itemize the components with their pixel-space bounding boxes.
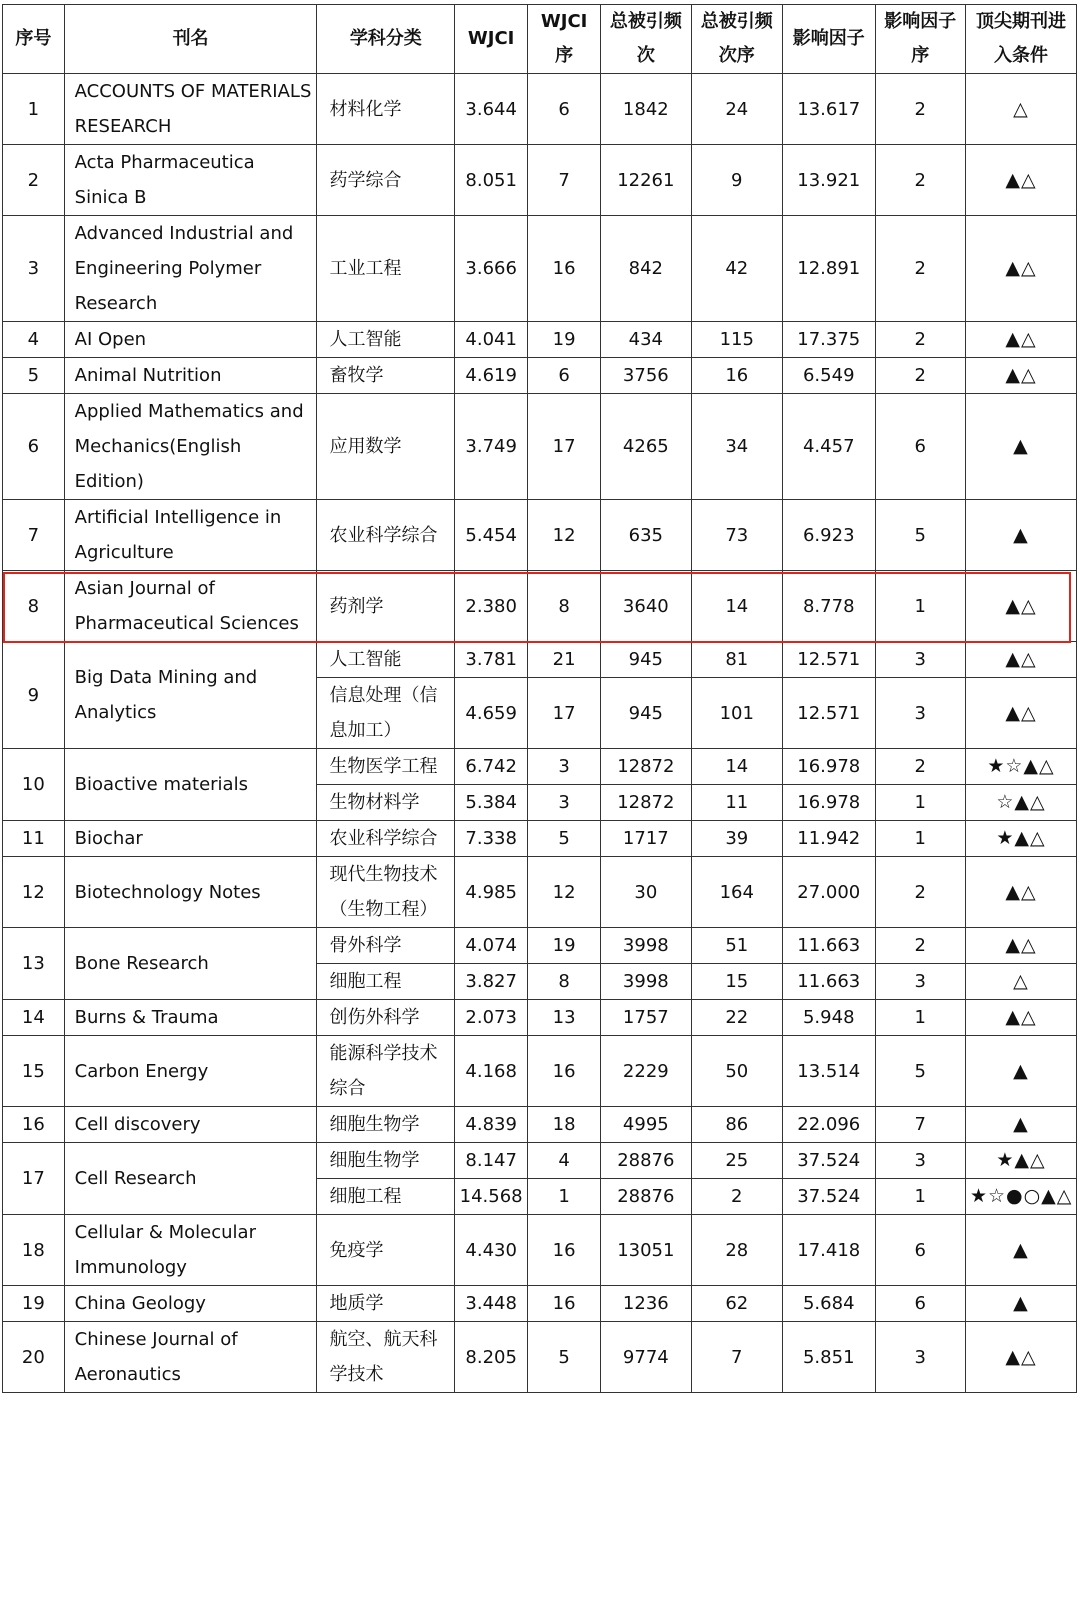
table-row <box>3 928 1077 964</box>
cell-condition: ▲ <box>965 394 1076 500</box>
cell-citations-rank: 28 <box>691 1215 782 1286</box>
cell-wjci: 5.384 <box>455 785 528 821</box>
table-row <box>3 1000 1077 1036</box>
cell-wjci-rank: 7 <box>528 145 601 216</box>
cell-wjci: 5.454 <box>455 500 528 571</box>
journal-name: Animal Nutrition <box>64 358 317 394</box>
cell-impact: 16.978 <box>783 785 875 821</box>
cell-impact-rank: 2 <box>875 145 965 216</box>
cell-condition: ▲ <box>965 1215 1076 1286</box>
table-row <box>3 749 1077 785</box>
cell-subject: 骨外科学 <box>317 928 455 964</box>
table-row <box>3 1143 1077 1179</box>
cell-subject: 药学综合 <box>317 145 455 216</box>
cell-impact: 13.514 <box>783 1036 875 1107</box>
cell-citations-rank: 73 <box>691 500 782 571</box>
cell-subject: 地质学 <box>317 1286 455 1322</box>
table-row <box>3 394 1077 500</box>
cell-subject: 能源科学技术综合 <box>317 1036 455 1107</box>
row-number: 16 <box>3 1107 65 1143</box>
cell-subject: 农业科学综合 <box>317 500 455 571</box>
cell-subject: 工业工程 <box>317 216 455 322</box>
table-row <box>3 216 1077 322</box>
cell-wjci-rank: 21 <box>528 642 601 678</box>
journal-name: AI Open <box>64 322 317 358</box>
cell-wjci: 2.380 <box>455 571 528 642</box>
row-number: 20 <box>3 1322 65 1393</box>
cell-citations-rank: 51 <box>691 928 782 964</box>
journal-name: Bone Research <box>64 928 317 1000</box>
cell-subject: 人工智能 <box>317 322 455 358</box>
cell-condition: ▲ <box>965 1286 1076 1322</box>
cell-impact: 11.663 <box>783 964 875 1000</box>
cell-impact-rank: 2 <box>875 322 965 358</box>
cell-impact-rank: 3 <box>875 678 965 749</box>
cell-citations-rank: 9 <box>691 145 782 216</box>
cell-wjci-rank: 13 <box>528 1000 601 1036</box>
cell-citations: 3998 <box>601 964 691 1000</box>
cell-impact: 13.921 <box>783 145 875 216</box>
cell-impact-rank: 5 <box>875 500 965 571</box>
cell-impact-rank: 3 <box>875 964 965 1000</box>
cell-impact-rank: 6 <box>875 1215 965 1286</box>
cell-citations: 9774 <box>601 1322 691 1393</box>
cell-subject: 农业科学综合 <box>317 821 455 857</box>
cell-wjci-rank: 16 <box>528 216 601 322</box>
cell-impact-rank: 6 <box>875 394 965 500</box>
journal-name: Cell Research <box>64 1143 317 1215</box>
cell-citations-rank: 42 <box>691 216 782 322</box>
cell-impact-rank: 5 <box>875 1036 965 1107</box>
cell-subject: 创伤外科学 <box>317 1000 455 1036</box>
cell-wjci: 6.742 <box>455 749 528 785</box>
journal-name: Cell discovery <box>64 1107 317 1143</box>
cell-citations: 12872 <box>601 749 691 785</box>
row-number: 1 <box>3 74 65 145</box>
cell-citations: 3640 <box>601 571 691 642</box>
table-row <box>3 500 1077 571</box>
cell-impact: 22.096 <box>783 1107 875 1143</box>
cell-wjci: 4.659 <box>455 678 528 749</box>
cell-condition: ▲△ <box>965 216 1076 322</box>
header-citations-rank: 总被引频次序 <box>691 5 782 74</box>
header-wjci: WJCI <box>455 5 528 74</box>
cell-condition: △ <box>965 74 1076 145</box>
cell-impact: 12.571 <box>783 678 875 749</box>
table-row <box>3 571 1077 642</box>
header-wjci-rank: WJCI序 <box>528 5 601 74</box>
table-row <box>3 857 1077 928</box>
cell-impact-rank: 2 <box>875 74 965 145</box>
cell-wjci-rank: 6 <box>528 358 601 394</box>
cell-condition: △ <box>965 964 1076 1000</box>
cell-citations: 28876 <box>601 1179 691 1215</box>
row-number: 14 <box>3 1000 65 1036</box>
cell-impact: 12.891 <box>783 216 875 322</box>
journal-name: Carbon Energy <box>64 1036 317 1107</box>
cell-wjci-rank: 17 <box>528 678 601 749</box>
row-number: 8 <box>3 571 65 642</box>
cell-condition: ▲△ <box>965 571 1076 642</box>
cell-subject: 现代生物技术（生物工程） <box>317 857 455 928</box>
cell-citations: 945 <box>601 678 691 749</box>
journal-name: Advanced Industrial and Engineering Polymer Research <box>64 216 317 322</box>
cell-citations-rank: 25 <box>691 1143 782 1179</box>
cell-citations: 434 <box>601 322 691 358</box>
cell-citations: 2229 <box>601 1036 691 1107</box>
cell-wjci-rank: 5 <box>528 821 601 857</box>
cell-citations: 1717 <box>601 821 691 857</box>
header-subject: 学科分类 <box>317 5 455 74</box>
cell-impact-rank: 2 <box>875 749 965 785</box>
cell-impact: 17.418 <box>783 1215 875 1286</box>
cell-citations-rank: 34 <box>691 394 782 500</box>
cell-wjci: 3.827 <box>455 964 528 1000</box>
table-row <box>3 1322 1077 1393</box>
cell-citations: 1236 <box>601 1286 691 1322</box>
cell-condition: ▲△ <box>965 928 1076 964</box>
row-number: 4 <box>3 322 65 358</box>
cell-impact: 12.571 <box>783 642 875 678</box>
journal-name: Asian Journal of Pharmaceutical Sciences <box>64 571 317 642</box>
cell-wjci-rank: 19 <box>528 928 601 964</box>
cell-citations-rank: 14 <box>691 749 782 785</box>
cell-citations-rank: 86 <box>691 1107 782 1143</box>
journal-name: Big Data Mining and Analytics <box>64 642 317 749</box>
cell-wjci-rank: 19 <box>528 322 601 358</box>
cell-wjci-rank: 1 <box>528 1179 601 1215</box>
cell-subject: 细胞工程 <box>317 1179 455 1215</box>
cell-condition: ★☆●○▲△ <box>965 1179 1076 1215</box>
cell-condition: ▲△ <box>965 642 1076 678</box>
cell-wjci-rank: 5 <box>528 1322 601 1393</box>
table-row <box>3 1215 1077 1286</box>
cell-citations: 12872 <box>601 785 691 821</box>
cell-impact-rank: 6 <box>875 1286 965 1322</box>
header-name: 刊名 <box>64 5 317 74</box>
cell-wjci: 8.147 <box>455 1143 528 1179</box>
cell-citations: 842 <box>601 216 691 322</box>
cell-subject: 信息处理（信息加工） <box>317 678 455 749</box>
cell-wjci: 4.839 <box>455 1107 528 1143</box>
cell-wjci-rank: 16 <box>528 1036 601 1107</box>
cell-citations: 4995 <box>601 1107 691 1143</box>
cell-impact: 6.923 <box>783 500 875 571</box>
cell-wjci-rank: 16 <box>528 1215 601 1286</box>
cell-citations: 30 <box>601 857 691 928</box>
cell-impact: 6.549 <box>783 358 875 394</box>
table-body <box>3 74 1077 1393</box>
journal-table <box>2 4 1077 1393</box>
cell-condition: ▲ <box>965 1107 1076 1143</box>
cell-wjci-rank: 8 <box>528 964 601 1000</box>
cell-impact-rank: 2 <box>875 358 965 394</box>
cell-wjci-rank: 3 <box>528 749 601 785</box>
cell-wjci-rank: 12 <box>528 857 601 928</box>
cell-impact: 11.942 <box>783 821 875 857</box>
table-row <box>3 821 1077 857</box>
row-number: 3 <box>3 216 65 322</box>
cell-wjci: 2.073 <box>455 1000 528 1036</box>
header-impact-rank: 影响因子序 <box>875 5 965 74</box>
cell-subject: 材料化学 <box>317 74 455 145</box>
cell-impact: 8.778 <box>783 571 875 642</box>
cell-wjci: 3.644 <box>455 74 528 145</box>
cell-impact-rank: 3 <box>875 1143 965 1179</box>
cell-impact-rank: 1 <box>875 821 965 857</box>
row-number: 6 <box>3 394 65 500</box>
cell-impact-rank: 7 <box>875 1107 965 1143</box>
journal-name: Applied Mathematics and Mechanics(English Edition) <box>64 394 317 500</box>
cell-citations-rank: 14 <box>691 571 782 642</box>
cell-citations-rank: 22 <box>691 1000 782 1036</box>
cell-condition: ▲△ <box>965 678 1076 749</box>
cell-citations: 12261 <box>601 145 691 216</box>
cell-wjci-rank: 4 <box>528 1143 601 1179</box>
header-no: 序号 <box>3 5 65 74</box>
cell-wjci: 8.205 <box>455 1322 528 1393</box>
journal-name: Cellular & Molecular Immunology <box>64 1215 317 1286</box>
cell-wjci-rank: 16 <box>528 1286 601 1322</box>
cell-citations-rank: 101 <box>691 678 782 749</box>
cell-citations-rank: 15 <box>691 964 782 1000</box>
cell-wjci-rank: 18 <box>528 1107 601 1143</box>
cell-condition: ★▲△ <box>965 1143 1076 1179</box>
cell-citations: 635 <box>601 500 691 571</box>
cell-subject: 航空、航天科学技术 <box>317 1322 455 1393</box>
cell-wjci-rank: 17 <box>528 394 601 500</box>
row-number: 19 <box>3 1286 65 1322</box>
cell-citations: 3998 <box>601 928 691 964</box>
cell-wjci-rank: 12 <box>528 500 601 571</box>
cell-subject: 药剂学 <box>317 571 455 642</box>
cell-citations-rank: 39 <box>691 821 782 857</box>
journal-name: Chinese Journal of Aeronautics <box>64 1322 317 1393</box>
row-number: 10 <box>3 749 65 821</box>
cell-impact: 4.457 <box>783 394 875 500</box>
cell-wjci: 4.430 <box>455 1215 528 1286</box>
cell-condition: ★☆▲△ <box>965 749 1076 785</box>
cell-citations-rank: 115 <box>691 322 782 358</box>
cell-subject: 人工智能 <box>317 642 455 678</box>
cell-citations: 4265 <box>601 394 691 500</box>
cell-condition: ▲△ <box>965 1322 1076 1393</box>
cell-subject: 细胞生物学 <box>317 1143 455 1179</box>
cell-wjci-rank: 8 <box>528 571 601 642</box>
cell-impact: 5.851 <box>783 1322 875 1393</box>
journal-name: Burns & Trauma <box>64 1000 317 1036</box>
cell-condition: ▲△ <box>965 358 1076 394</box>
cell-impact-rank: 2 <box>875 216 965 322</box>
cell-wjci: 4.168 <box>455 1036 528 1107</box>
table-row <box>3 145 1077 216</box>
cell-wjci: 4.985 <box>455 857 528 928</box>
table-row <box>3 74 1077 145</box>
cell-impact: 5.684 <box>783 1286 875 1322</box>
table-row <box>3 358 1077 394</box>
cell-impact: 13.617 <box>783 74 875 145</box>
cell-impact-rank: 2 <box>875 857 965 928</box>
cell-impact: 37.524 <box>783 1179 875 1215</box>
cell-wjci: 14.568 <box>455 1179 528 1215</box>
row-number: 2 <box>3 145 65 216</box>
journal-name: Biotechnology Notes <box>64 857 317 928</box>
cell-impact: 37.524 <box>783 1143 875 1179</box>
cell-impact-rank: 2 <box>875 928 965 964</box>
cell-subject: 生物医学工程 <box>317 749 455 785</box>
row-number: 9 <box>3 642 65 749</box>
cell-wjci: 8.051 <box>455 145 528 216</box>
cell-impact: 16.978 <box>783 749 875 785</box>
cell-condition: ☆▲△ <box>965 785 1076 821</box>
cell-wjci: 3.749 <box>455 394 528 500</box>
header-row <box>3 5 1077 74</box>
cell-condition: ▲ <box>965 500 1076 571</box>
row-number: 13 <box>3 928 65 1000</box>
row-number: 18 <box>3 1215 65 1286</box>
cell-impact-rank: 3 <box>875 1322 965 1393</box>
cell-wjci: 3.666 <box>455 216 528 322</box>
cell-citations-rank: 164 <box>691 857 782 928</box>
cell-impact-rank: 1 <box>875 1000 965 1036</box>
table-row <box>3 642 1077 678</box>
journal-name: Biochar <box>64 821 317 857</box>
journal-name: Bioactive materials <box>64 749 317 821</box>
cell-wjci: 4.041 <box>455 322 528 358</box>
header-condition: 顶尖期刊进入条件 <box>965 5 1076 74</box>
table-header <box>3 5 1077 74</box>
table-row <box>3 1286 1077 1322</box>
cell-citations-rank: 81 <box>691 642 782 678</box>
cell-subject: 细胞生物学 <box>317 1107 455 1143</box>
journal-name: Artificial Intelligence in Agriculture <box>64 500 317 571</box>
cell-citations: 3756 <box>601 358 691 394</box>
cell-impact: 17.375 <box>783 322 875 358</box>
cell-condition: ★▲△ <box>965 821 1076 857</box>
cell-impact-rank: 3 <box>875 642 965 678</box>
cell-citations-rank: 16 <box>691 358 782 394</box>
cell-citations-rank: 7 <box>691 1322 782 1393</box>
header-impact: 影响因子 <box>783 5 875 74</box>
table-row <box>3 1036 1077 1107</box>
row-number: 11 <box>3 821 65 857</box>
cell-subject: 畜牧学 <box>317 358 455 394</box>
cell-impact-rank: 1 <box>875 1179 965 1215</box>
journal-name: ACCOUNTS OF MATERIALS RESEARCH <box>64 74 317 145</box>
cell-citations-rank: 50 <box>691 1036 782 1107</box>
row-number: 7 <box>3 500 65 571</box>
row-number: 17 <box>3 1143 65 1215</box>
cell-condition: ▲△ <box>965 1000 1076 1036</box>
cell-citations-rank: 2 <box>691 1179 782 1215</box>
cell-citations: 945 <box>601 642 691 678</box>
cell-subject: 免疫学 <box>317 1215 455 1286</box>
cell-citations-rank: 62 <box>691 1286 782 1322</box>
cell-citations: 13051 <box>601 1215 691 1286</box>
table-row <box>3 322 1077 358</box>
cell-citations: 28876 <box>601 1143 691 1179</box>
cell-impact: 11.663 <box>783 928 875 964</box>
table-row <box>3 1107 1077 1143</box>
cell-condition: ▲△ <box>965 145 1076 216</box>
header-citations: 总被引频次 <box>601 5 691 74</box>
cell-condition: ▲ <box>965 1036 1076 1107</box>
cell-wjci-rank: 3 <box>528 785 601 821</box>
cell-wjci: 4.619 <box>455 358 528 394</box>
cell-impact: 27.000 <box>783 857 875 928</box>
cell-impact: 5.948 <box>783 1000 875 1036</box>
cell-wjci-rank: 6 <box>528 74 601 145</box>
cell-wjci: 4.074 <box>455 928 528 964</box>
journal-name: Acta Pharmaceutica Sinica B <box>64 145 317 216</box>
cell-condition: ▲△ <box>965 322 1076 358</box>
cell-impact-rank: 1 <box>875 571 965 642</box>
journal-name: China Geology <box>64 1286 317 1322</box>
row-number: 12 <box>3 857 65 928</box>
cell-wjci: 3.448 <box>455 1286 528 1322</box>
row-number: 15 <box>3 1036 65 1107</box>
cell-condition: ▲△ <box>965 857 1076 928</box>
cell-impact-rank: 1 <box>875 785 965 821</box>
cell-citations: 1842 <box>601 74 691 145</box>
cell-wjci: 3.781 <box>455 642 528 678</box>
cell-citations-rank: 24 <box>691 74 782 145</box>
cell-subject: 应用数学 <box>317 394 455 500</box>
cell-citations: 1757 <box>601 1000 691 1036</box>
cell-subject: 生物材料学 <box>317 785 455 821</box>
row-number: 5 <box>3 358 65 394</box>
cell-subject: 细胞工程 <box>317 964 455 1000</box>
cell-wjci: 7.338 <box>455 821 528 857</box>
cell-citations-rank: 11 <box>691 785 782 821</box>
